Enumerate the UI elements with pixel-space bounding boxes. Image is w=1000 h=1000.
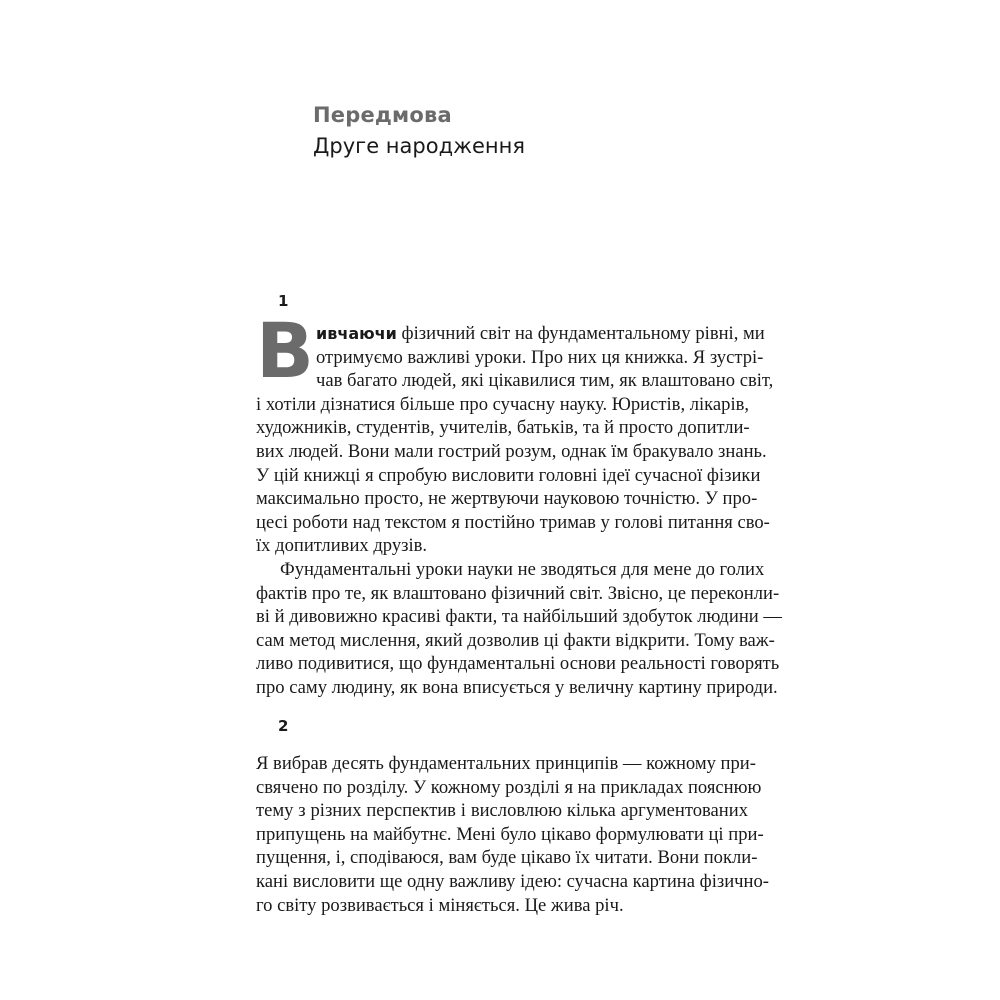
paragraph-line: ливо подивитися, що фундаментальні основи реальності говорять [256, 653, 780, 675]
paragraph-line: художників, студентів, учителів, батьків, та й просто допитли- [256, 417, 750, 439]
paragraph-line: тему з різних перспектив і висловлюю кілька аргументованих [256, 800, 748, 822]
paragraph-line: їх допитливих друзів. [256, 535, 428, 557]
paragraph-line: сам метод мислення, який дозволив ці факти відкрити. Тому важ- [256, 629, 775, 651]
paragraph-line: цесі роботи над текстом я постійно тримав у голові питання сво- [256, 511, 770, 533]
paragraph-line: У цій книжці я спробую висловити головні ідеї сучасної фізики [256, 464, 761, 486]
paragraph-line: Я вибрав десять фундаментальних принципів — кожному при- [256, 753, 756, 774]
paragraph-line: максимально просто, не жертвуючи науковою точністю. У про- [256, 488, 758, 510]
drop-cap: В [256, 306, 314, 395]
section-number-2: 2 [278, 717, 289, 735]
lead-in-word: ивчаючи [316, 324, 397, 343]
paragraph-line: про саму людину, як вона вписується у величну картину природи. [256, 676, 778, 698]
section-2-text [256, 752, 769, 917]
paragraph-line: пущення, і, сподіваюся, вам буде цікаво їх читати. Вони покли- [256, 847, 758, 869]
paragraph-line: ивчаючи фізичний світ на фундаментальному рівні, ми [316, 323, 765, 344]
paragraph-line: Фундаментальні уроки науки не зводяться для мене до голих [280, 558, 765, 580]
paragraph-line: чав багато людей, які цікавилися тим, як влаштовано світ, [316, 370, 774, 392]
paragraph-line: ві й дивовижно красиві факти, та найбільший здобуток людини — [256, 606, 782, 628]
paragraph-line: кані висловити ще одну важливу ідею: сучасна картина фізично- [256, 870, 769, 892]
paragraph-line: припущень на майбутнє. Мені було цікаво формулювати ці при- [256, 823, 764, 845]
section-number-1: 1 [278, 292, 289, 310]
paragraph-line: і хотіли дізнатися більше про сучасну науку. Юристів, лікарів, [256, 393, 750, 415]
paragraph-line: фактів про те, як влаштовано фізичний світ. Звісно, це переконли- [256, 582, 780, 604]
section-1-text [256, 322, 782, 700]
chapter-title: Друге народження [313, 134, 526, 158]
paragraph-line: го світу розвивається і міняється. Це жива річ. [256, 894, 624, 916]
paragraph-line: свячено по розділу. У кожному розділі я на прикладах пояснюю [256, 776, 762, 798]
chapter-label: Передмова [313, 103, 452, 127]
paragraph-line: вих людей. Вони мали гострий розум, однак їм бракувало знань. [256, 440, 767, 462]
paragraph-line: отримуємо важливі уроки. Про них ця книжка. Я зустрі- [316, 346, 764, 368]
